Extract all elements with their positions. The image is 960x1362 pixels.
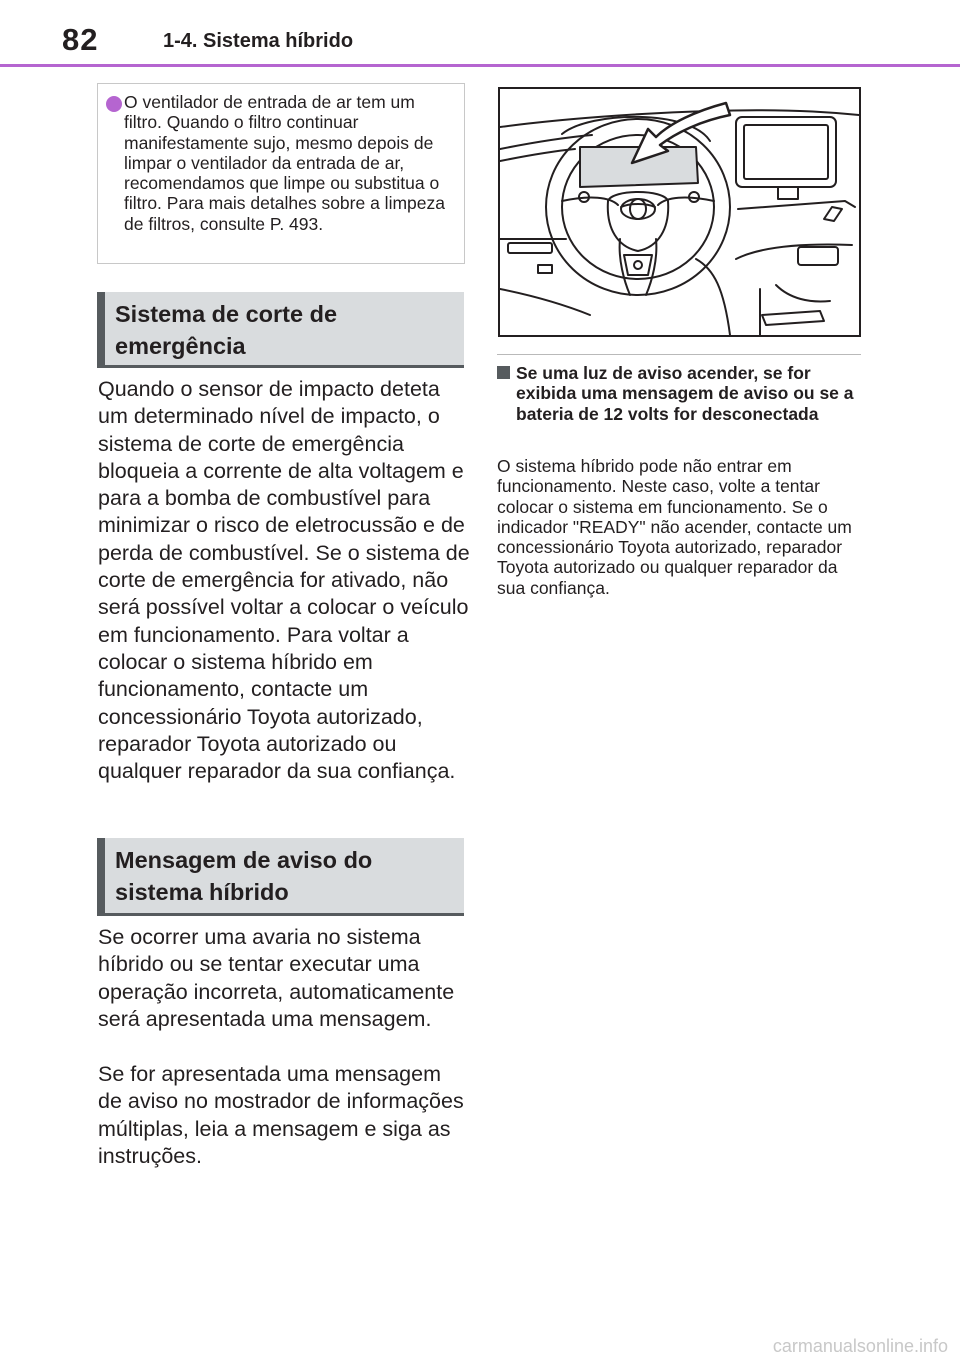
bullet-dot-icon — [106, 96, 122, 112]
emergency-cutoff-heading: Sistema de corte de emergência — [97, 292, 464, 368]
air-filter-note — [97, 83, 465, 264]
watermark: carmanualsonline.info — [772, 1336, 948, 1356]
emergency-cutoff-paragraph: Quando o sensor de impacto deteta um determinado nível de impacto, o sistema de corte de emergência bloqueia a corrente de alta voltagem e para a bomba de combustível para minimizar o risco de eletrocussão e de perda de combustível. Se o sistema de corte de emergência for ativado, não será possível voltar a colocar o veículo em funcionamento. Para voltar a colocar o sistema híbrido em funcionamento, contacte um concessionário Toyota autorizado, reparador Toyota autorizado ou qualquer reparador da sua confiança. — [98, 377, 470, 784]
warning-message-heading: Mensagem de aviso do sistema híbrido — [97, 838, 464, 916]
dashboard-drawing — [500, 89, 859, 335]
page-header — [0, 0, 960, 66]
warning-light-paragraph: O sistema híbrido pode não entrar em funcionamento. Neste caso, volte a tentar colocar o sistema em funcionamento. Se o indicador "READY" não acender, contacte um concessionário Toyota autorizado, reparador Toyota autorizado ou qualquer reparador da sua confiança. — [497, 456, 852, 598]
warning-message-paragraph-2: Se for apresentada uma mensagem de aviso no mostrador de informações múltiplas, leia a mensagem e siga as instruções. — [98, 1062, 464, 1168]
warning-light-subheading — [497, 363, 867, 424]
page-number: 82 — [62, 22, 99, 57]
dashboard-illustration — [498, 87, 861, 337]
square-bullet-icon — [497, 366, 510, 379]
note-text: O ventilador de entrada de ar tem um filtro. Quando o filtro continuar manifestamente sujo, mesmo depois de limpar o ventilador da entrada de ar, recomendamos que limpe ou substitua o filtro. Para mais detalhes sobre a limpeza de filtros, consulte P. 493. — [124, 92, 445, 234]
warning-message-paragraph-1: Se ocorrer uma avaria no sistema híbrido ou se tentar executar uma operação incorreta, automaticamente será apresentada uma mensagem. — [98, 925, 455, 1031]
section-title: 1-4. Sistema híbrido — [163, 30, 354, 52]
header-divider — [0, 64, 960, 67]
figure-divider — [497, 354, 861, 355]
subheading-text: Se uma luz de aviso acender, se for exibida uma mensagem de aviso ou se a bateria de 12 volts for desconectada — [516, 363, 854, 424]
